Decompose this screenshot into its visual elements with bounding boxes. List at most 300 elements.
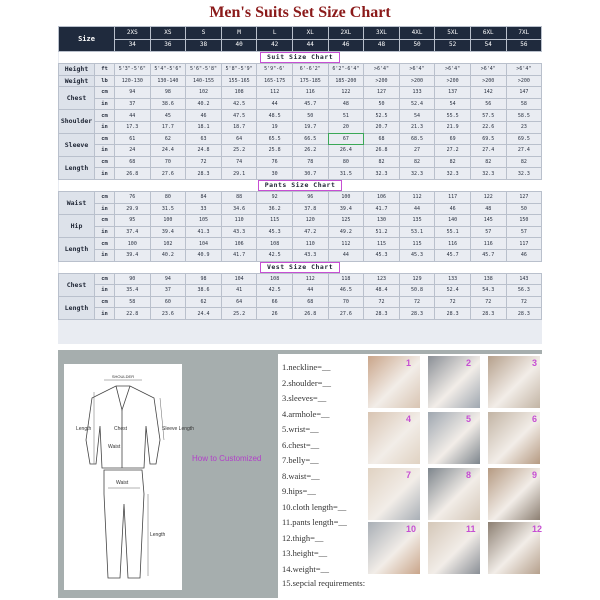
table-cell: 68 [115,156,151,168]
size-letter: 6XL [470,27,506,40]
photo-number: 11 [466,524,476,534]
measurement-item: 11.pants length=__ [282,517,347,527]
table-cell: 46 [506,249,542,261]
size-number: 56 [506,39,542,52]
table-cell: 24.4 [150,145,186,157]
table-cell: 28.3 [506,308,542,320]
table-cell: 62 [186,296,222,308]
table-cell: 36.2 [257,203,293,215]
table-row [59,133,542,145]
row-unit: in [95,168,115,180]
table-cell: 82 [399,156,435,168]
table-cell: 5'9"-6' [257,64,293,76]
table-cell: 37.8 [292,203,328,215]
photo-number: 2 [466,358,472,368]
table-cell: 44 [399,203,435,215]
size-letter: 2XS [115,27,151,40]
table-cell: 34.6 [221,203,257,215]
table-cell: 44 [257,98,293,110]
table-row [59,87,542,99]
section-cell [59,179,542,191]
photo-number: 7 [406,470,412,480]
section-title-vest: Vest Size Chart [260,262,340,273]
table-cell: 52.5 [364,110,400,122]
table-cell: 112 [292,273,328,285]
table-cell: 5'6"-5'8" [186,64,222,76]
table-row [59,64,542,76]
table-cell: 47.2 [292,226,328,238]
row-unit: in [95,249,115,261]
table-cell: 95 [115,215,151,227]
table-row [59,226,542,238]
photo-number: 9 [532,470,538,480]
row-unit: in [95,308,115,320]
size-number: 46 [328,39,364,52]
table-cell: 44 [115,110,151,122]
table-cell: 26.2 [292,145,328,157]
table-cell: 140-155 [186,75,222,87]
size-number: 50 [399,39,435,52]
table-cell: 66.5 [292,133,328,145]
size-letter: 7XL [506,27,542,40]
table-cell: 64 [221,133,257,145]
measurement-item: 14.weight=__ [282,563,330,574]
table-cell: 120 [292,215,328,227]
table-cell: 78 [292,156,328,168]
table-cell: 58.5 [506,110,542,122]
table-cell: 27.4 [470,145,506,157]
row-unit: ft [95,64,115,76]
diagram-label-pants-waist: Waist [116,480,129,486]
photo-number: 6 [532,414,538,424]
table-cell: 28.3 [364,308,400,320]
table-cell: 42.5 [221,98,257,110]
table-cell: 45.3 [364,249,400,261]
photo-number: 12 [532,524,543,534]
table-cell: 61 [115,133,151,145]
size-table [58,26,542,320]
photo-number: 4 [406,414,412,424]
size-header-row [59,27,542,40]
table-cell: 25.2 [221,145,257,157]
table-cell: 26 [257,308,293,320]
table-cell: 22.8 [115,308,151,320]
size-number: 52 [435,39,471,52]
table-cell: 27.6 [150,168,186,180]
diagram-label-chest: Chest [114,426,128,432]
table-cell: 92 [257,191,293,203]
table-cell: 116 [435,238,471,250]
table-cell: 21.9 [435,121,471,133]
table-cell: 27.2 [435,145,471,157]
table-cell: 51 [328,110,364,122]
table-cell: 74 [221,156,257,168]
table-cell: 72 [364,296,400,308]
measurement-photo [368,356,420,408]
table-cell: 32.3 [364,168,400,180]
table-cell: 22.6 [470,121,506,133]
measurement-list [282,360,362,577]
table-row [59,308,542,320]
size-letter: XL [292,27,328,40]
table-cell: 117 [506,238,542,250]
table-cell: 24.8 [186,145,222,157]
table-cell: 5'3"-5'6" [115,64,151,76]
table-cell: 68 [364,133,400,145]
table-cell: 68.5 [399,133,435,145]
table-cell: 18.1 [186,121,222,133]
table-cell: 37 [115,98,151,110]
row-label: Chest [59,273,95,296]
table-cell: >6'4" [506,64,542,76]
measurement-item: 4.armhole=__ [282,408,330,419]
table-cell: 44 [328,249,364,261]
table-cell: 23.6 [150,308,186,320]
table-cell: 57 [506,226,542,238]
table-cell: >6'4" [399,64,435,76]
table-row [59,168,542,180]
table-cell: 133 [399,87,435,99]
table-cell: 57.5 [470,110,506,122]
table-cell: 6'2"-6'4" [328,64,364,76]
row-label: Sleeve [59,133,95,156]
table-cell: 45.7 [470,249,506,261]
table-cell: 46.5 [328,285,364,297]
table-cell: 43.3 [292,249,328,261]
table-cell: 19 [257,121,293,133]
table-cell: 108 [257,273,293,285]
special-requirements: 15.sepcial requirements: [282,578,366,588]
table-cell: 21.3 [399,121,435,133]
table-cell: 20.7 [364,121,400,133]
table-cell: 26.8 [115,168,151,180]
row-unit: in [95,145,115,157]
table-cell: 43.3 [221,226,257,238]
measurement-item: 7.belly=__ [282,455,319,465]
table-cell: 27.6 [328,308,364,320]
section-title-suit: Suit Size Chart [260,52,340,63]
row-label: Waist [59,191,95,214]
table-cell: 41 [221,285,257,297]
table-cell: 110 [221,215,257,227]
table-cell: 48.4 [364,285,400,297]
table-cell: 32.3 [506,168,542,180]
size-number: 42 [257,39,293,52]
table-cell: 28.3 [186,168,222,180]
table-cell: 175-185 [292,75,328,87]
table-cell: 100 [328,191,364,203]
table-cell: 54 [435,98,471,110]
table-cell: 45.7 [292,98,328,110]
table-cell: 63 [186,133,222,145]
table-cell: 27 [399,145,435,157]
table-cell: 45.3 [257,226,293,238]
table-cell: 19.7 [292,121,328,133]
table-row [59,145,542,157]
table-cell: 46 [186,110,222,122]
row-label: Shoulder [59,110,95,133]
size-letter: 2XL [328,27,364,40]
size-number: 34 [115,39,151,52]
size-letter: XS [150,27,186,40]
table-cell: 129 [399,273,435,285]
measurement-item: 3.sleeves=__ [282,393,327,403]
table-row [59,238,542,250]
table-cell: 48.5 [257,110,293,122]
table-cell: 56.3 [506,285,542,297]
table-cell: 185-200 [328,75,364,87]
table-cell: 62 [150,133,186,145]
row-unit: cm [95,215,115,227]
table-row [59,296,542,308]
table-cell: 142 [470,87,506,99]
table-cell: 46 [435,203,471,215]
table-cell: 64 [221,296,257,308]
size-letter: M [221,27,257,40]
table-cell: 72 [470,296,506,308]
table-cell: 40.9 [186,249,222,261]
table-cell: 50 [506,203,542,215]
table-cell: 5'8"-5'9" [221,64,257,76]
table-cell: 32.3 [470,168,506,180]
table-cell: 72 [435,296,471,308]
measurement-item: 12.thigh=__ [282,532,324,543]
table-cell: 105 [186,215,222,227]
table-cell: 55.1 [435,226,471,238]
size-header-label: Size [59,27,115,52]
diagram-label-length: Length [76,426,92,432]
table-cell: 48 [328,98,364,110]
table-cell: 45.7 [435,249,471,261]
table-cell: 41.3 [186,226,222,238]
diagram-label-sleeve: Sleeve Length [162,426,194,432]
size-letter: S [186,27,222,40]
table-cell: 115 [257,215,293,227]
measurement-item: 6.chest=__ [282,439,320,450]
table-cell: 38.6 [150,98,186,110]
table-row [59,285,542,297]
table-cell: 155-165 [221,75,257,87]
row-unit: cm [95,87,115,99]
row-label: Height [59,64,95,76]
section-title-pants: Pants Size Chart [258,180,343,191]
table-cell: 69.5 [470,133,506,145]
table-cell: 20 [328,121,364,133]
table-cell: 39.4 [328,203,364,215]
row-unit: in [95,98,115,110]
suit-outline-illustration [64,364,194,590]
table-cell: 53.1 [399,226,435,238]
measurement-photo [428,468,480,520]
table-cell: 48 [470,203,506,215]
table-cell: 25.2 [221,308,257,320]
table-cell: 82 [506,156,542,168]
table-cell: 70 [328,296,364,308]
measurement-diagram [64,364,194,590]
table-cell: 125 [328,215,364,227]
table-cell: 54.3 [470,285,506,297]
table-cell: 32.3 [435,168,471,180]
table-cell: 49.2 [328,226,364,238]
table-row [59,273,542,285]
table-row [59,75,542,87]
table-row [59,98,542,110]
page-title: Men's Suits Set Size Chart [209,4,391,21]
table-cell: 115 [364,238,400,250]
table-cell: 25.8 [257,145,293,157]
table-cell: 58 [506,98,542,110]
table-cell: 6'-6'2" [292,64,328,76]
measurement-photo [368,468,420,520]
size-letter: 5XL [435,27,471,40]
photo-number: 1 [406,358,412,368]
row-unit: cm [95,238,115,250]
table-cell: 5'4"-5'6" [150,64,186,76]
diagram-label-shoulder: SHOULDER [111,374,135,379]
row-unit: cm [95,273,115,285]
table-cell: 100 [115,238,151,250]
row-unit: lb [95,75,115,87]
table-cell: >6'4" [470,64,506,76]
table-cell: 24.4 [186,308,222,320]
section-row-suit [59,52,542,64]
table-cell: >200 [470,75,506,87]
table-cell: 80 [328,156,364,168]
size-letter: L [257,27,293,40]
size-number: 54 [470,39,506,52]
table-row [59,215,542,227]
table-cell: 27.4 [506,145,542,157]
table-cell: 117 [435,191,471,203]
table-cell: 29.9 [115,203,151,215]
table-cell: >200 [435,75,471,87]
row-label: Weight [59,75,95,87]
table-cell: 66 [257,296,293,308]
measurement-item: 1.neckline=__ [282,362,331,372]
row-label: Chest [59,87,95,110]
table-cell: 112 [328,238,364,250]
size-letter: 4XL [399,27,435,40]
photo-number: 5 [466,414,472,424]
row-unit: in [95,226,115,238]
table-cell: 147 [506,87,542,99]
table-cell: 40.2 [186,98,222,110]
diagram-label-pants-length: Length [150,532,166,538]
table-cell: 57 [470,226,506,238]
measurement-photo [368,412,420,464]
table-cell: 130-140 [150,75,186,87]
section-row-pants [59,179,542,191]
table-cell: 44 [292,285,328,297]
table-cell: 145 [470,215,506,227]
row-label: Length [59,156,95,179]
table-cell: 42.5 [257,285,293,297]
table-cell: >200 [364,75,400,87]
table-cell: 150 [506,215,542,227]
table-cell: 140 [435,215,471,227]
table-cell: 130 [364,215,400,227]
table-cell: 72 [506,296,542,308]
table-cell: 45 [150,110,186,122]
table-cell: 118 [328,273,364,285]
table-cell: 98 [150,87,186,99]
table-cell: 37.4 [115,226,151,238]
table-cell: 31.5 [150,203,186,215]
table-cell: 88 [221,191,257,203]
table-cell: 123 [364,273,400,285]
table-cell: 28.3 [399,308,435,320]
table-cell: 133 [435,273,471,285]
measurement-item: 2.shoulder=__ [282,377,331,388]
table-cell: 68 [292,296,328,308]
table-cell: 23 [506,121,542,133]
table-cell: 80 [150,191,186,203]
table-cell: 82 [364,156,400,168]
table-cell: 108 [257,238,293,250]
table-cell: 76 [115,191,151,203]
table-cell: 120-130 [115,75,151,87]
size-number: 38 [186,39,222,52]
size-number: 44 [292,39,328,52]
table-cell: 29.1 [221,168,257,180]
size-letter: 3XL [364,27,400,40]
table-cell: 39.4 [115,249,151,261]
measurement-item: 8.waist=__ [282,470,320,481]
table-cell: 106 [221,238,257,250]
table-cell: 55.5 [435,110,471,122]
table-cell: 110 [292,238,328,250]
table-cell: 116 [292,87,328,99]
table-cell: 72 [399,296,435,308]
table-cell: 127 [506,191,542,203]
table-cell: 115 [399,238,435,250]
table-row [59,110,542,122]
photo-number: 10 [406,524,417,534]
table-row [59,156,542,168]
table-cell: 41.7 [221,249,257,261]
table-cell: 58 [115,296,151,308]
row-unit: in [95,203,115,215]
table-cell: 102 [186,87,222,99]
table-row [59,191,542,203]
table-cell: 50 [364,98,400,110]
measurement-item: 10.cloth length=__ [282,501,347,512]
table-cell: 94 [150,273,186,285]
table-cell: >200 [506,75,542,87]
table-cell: 112 [399,191,435,203]
table-cell: 54 [399,110,435,122]
table-cell: 32.3 [399,168,435,180]
table-cell: 104 [221,273,257,285]
table-cell: >6'4" [435,64,471,76]
diagram-label-waist: Waist [108,444,121,450]
table-row [59,203,542,215]
table-cell: 24 [115,145,151,157]
table-cell: 35.4 [115,285,151,297]
table-cell: 30.7 [292,168,328,180]
table-cell: 108 [221,87,257,99]
table-cell: 39.4 [150,226,186,238]
table-cell: 60 [150,296,186,308]
size-number-row [59,39,542,52]
table-cell: 41.7 [364,203,400,215]
table-cell: 28.3 [470,308,506,320]
table-cell: 33 [186,203,222,215]
table-cell: 30 [257,168,293,180]
table-cell: 50.8 [399,285,435,297]
table-cell: 50 [292,110,328,122]
table-cell: 112 [257,87,293,99]
